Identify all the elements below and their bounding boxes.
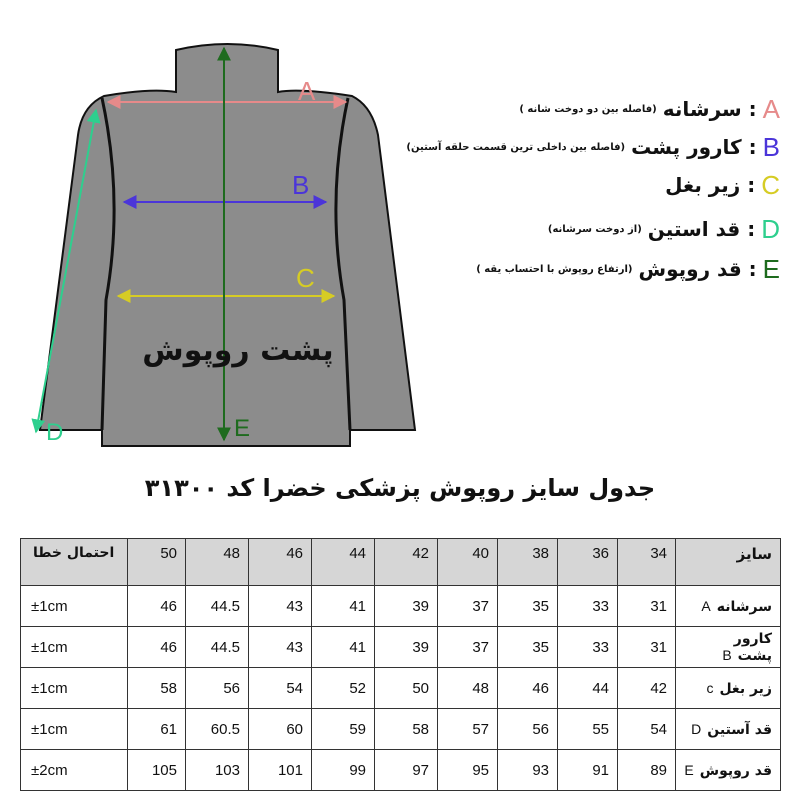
tolerance-header: احتمال خطا [21, 539, 128, 586]
table-cell: 55 [558, 709, 618, 750]
legend-letter-c: C [761, 169, 780, 200]
table-row [21, 668, 781, 709]
legend-name-c: : زیر بغل [665, 173, 756, 197]
row-tolerance: ±1cm [21, 709, 128, 750]
table-cell: 31 [618, 586, 676, 627]
legend-name-d: : قد استین [647, 217, 756, 241]
table-cell: 46 [498, 668, 558, 709]
legend-item-e [476, 252, 780, 286]
table-row [21, 627, 781, 668]
table-cell: 39 [375, 586, 438, 627]
row-label [676, 586, 781, 627]
table-cell: 33 [558, 627, 618, 668]
legend-letter-d: D [761, 213, 780, 244]
size-header-label: سایز [676, 539, 781, 586]
table-cell: 56 [498, 709, 558, 750]
arrow-label-a: A [298, 76, 316, 106]
table-cell: 46 [128, 586, 186, 627]
row-label-letter: D [691, 720, 702, 737]
table-cell: 101 [249, 750, 312, 791]
table-cell: 95 [438, 750, 498, 791]
row-label [676, 709, 781, 750]
size-header-36: 36 [558, 539, 618, 586]
table-cell: 41 [312, 586, 375, 627]
legend-note-b: (فاصله بین داخلی ترین قسمت حلقه آستین) [406, 141, 626, 153]
legend-note-e: (ارتفاع روپوش با احتساب یقه ) [476, 263, 633, 275]
table-cell: 33 [558, 586, 618, 627]
table-cell: 50 [375, 668, 438, 709]
table-cell: 59 [312, 709, 375, 750]
row-label-letter: E [684, 761, 694, 778]
size-table-title: جدول سایز روپوش پزشکی خضرا کد ۳۱۳۰۰ [144, 474, 656, 502]
arrow-label-e: E [234, 415, 251, 442]
legend-name-b: : کارور پشت [631, 135, 757, 159]
table-cell: 35 [498, 627, 558, 668]
table-cell: 58 [128, 668, 186, 709]
legend-name-a: : سرشانه [662, 97, 757, 121]
table-cell: 43 [249, 627, 312, 668]
coat-back-label: پشت روپوش [142, 333, 334, 368]
table-cell: 37 [438, 627, 498, 668]
table-cell: 54 [249, 668, 312, 709]
size-header-48: 48 [186, 539, 249, 586]
size-table [20, 538, 781, 791]
size-header-38: 38 [498, 539, 558, 586]
row-label-text: کارور پشت [733, 630, 772, 664]
row-label-text: قد آستین [707, 721, 772, 738]
table-cell: 37 [438, 586, 498, 627]
row-tolerance: ±1cm [21, 668, 128, 709]
arrow-label-d: D [46, 419, 64, 446]
table-cell: 48 [438, 668, 498, 709]
table-row [21, 586, 781, 627]
table-cell: 60.5 [186, 709, 249, 750]
legend-item-c [659, 168, 780, 202]
table-cell: 61 [128, 709, 186, 750]
arrow-label-c: C [296, 263, 315, 293]
size-header-44: 44 [312, 539, 375, 586]
table-cell: 44.5 [186, 586, 249, 627]
row-tolerance: ±1cm [21, 586, 128, 627]
table-cell: 58 [375, 709, 438, 750]
row-label-letter: B [722, 646, 732, 663]
legend-note-a: (فاصله بین دو دوخت شانه ) [519, 103, 657, 115]
table-cell: 56 [186, 668, 249, 709]
legend-letter-b: B [762, 131, 780, 162]
row-label-letter: c [706, 679, 714, 696]
row-label [676, 668, 781, 709]
table-cell: 105 [128, 750, 186, 791]
size-header-row [21, 539, 781, 586]
legend-item-d [548, 212, 780, 246]
row-tolerance: ±2cm [21, 750, 128, 791]
table-row [21, 709, 781, 750]
arrow-label-b: B [292, 170, 310, 200]
row-label-text: زیر بغل [719, 680, 772, 697]
row-label-text: قد روپوش [699, 762, 772, 779]
size-header-46: 46 [249, 539, 312, 586]
table-cell: 44 [558, 668, 618, 709]
size-header-34: 34 [618, 539, 676, 586]
table-cell: 44.5 [186, 627, 249, 668]
table-cell: 99 [312, 750, 375, 791]
coat-silhouette [40, 44, 415, 446]
legend-name-e: : قد روپوش [638, 257, 757, 281]
table-cell: 41 [312, 627, 375, 668]
size-header-42: 42 [375, 539, 438, 586]
table-cell: 91 [558, 750, 618, 791]
table-cell: 52 [312, 668, 375, 709]
table-cell: 57 [438, 709, 498, 750]
legend-item-a [519, 92, 780, 126]
row-label [676, 627, 781, 668]
legend-letter-a: A [762, 93, 780, 124]
table-cell: 42 [618, 668, 676, 709]
size-header-40: 40 [438, 539, 498, 586]
legend-note-d: (از دوخت سرشانه) [547, 223, 642, 235]
table-cell: 54 [618, 709, 676, 750]
table-cell: 97 [375, 750, 438, 791]
row-label [676, 750, 781, 791]
row-tolerance: ±1cm [21, 627, 128, 668]
table-cell: 103 [186, 750, 249, 791]
size-header-50: 50 [128, 539, 186, 586]
table-row [21, 750, 781, 791]
row-label-text: سرشانه [716, 598, 772, 615]
table-cell: 93 [498, 750, 558, 791]
legend-letter-e: E [762, 253, 780, 284]
table-cell: 60 [249, 709, 312, 750]
table-cell: 35 [498, 586, 558, 627]
table-cell: 39 [375, 627, 438, 668]
table-cell: 89 [618, 750, 676, 791]
row-label-letter: A [701, 597, 711, 614]
table-cell: 46 [128, 627, 186, 668]
table-cell: 31 [618, 627, 676, 668]
legend-item-b [406, 130, 780, 164]
table-cell: 43 [249, 586, 312, 627]
